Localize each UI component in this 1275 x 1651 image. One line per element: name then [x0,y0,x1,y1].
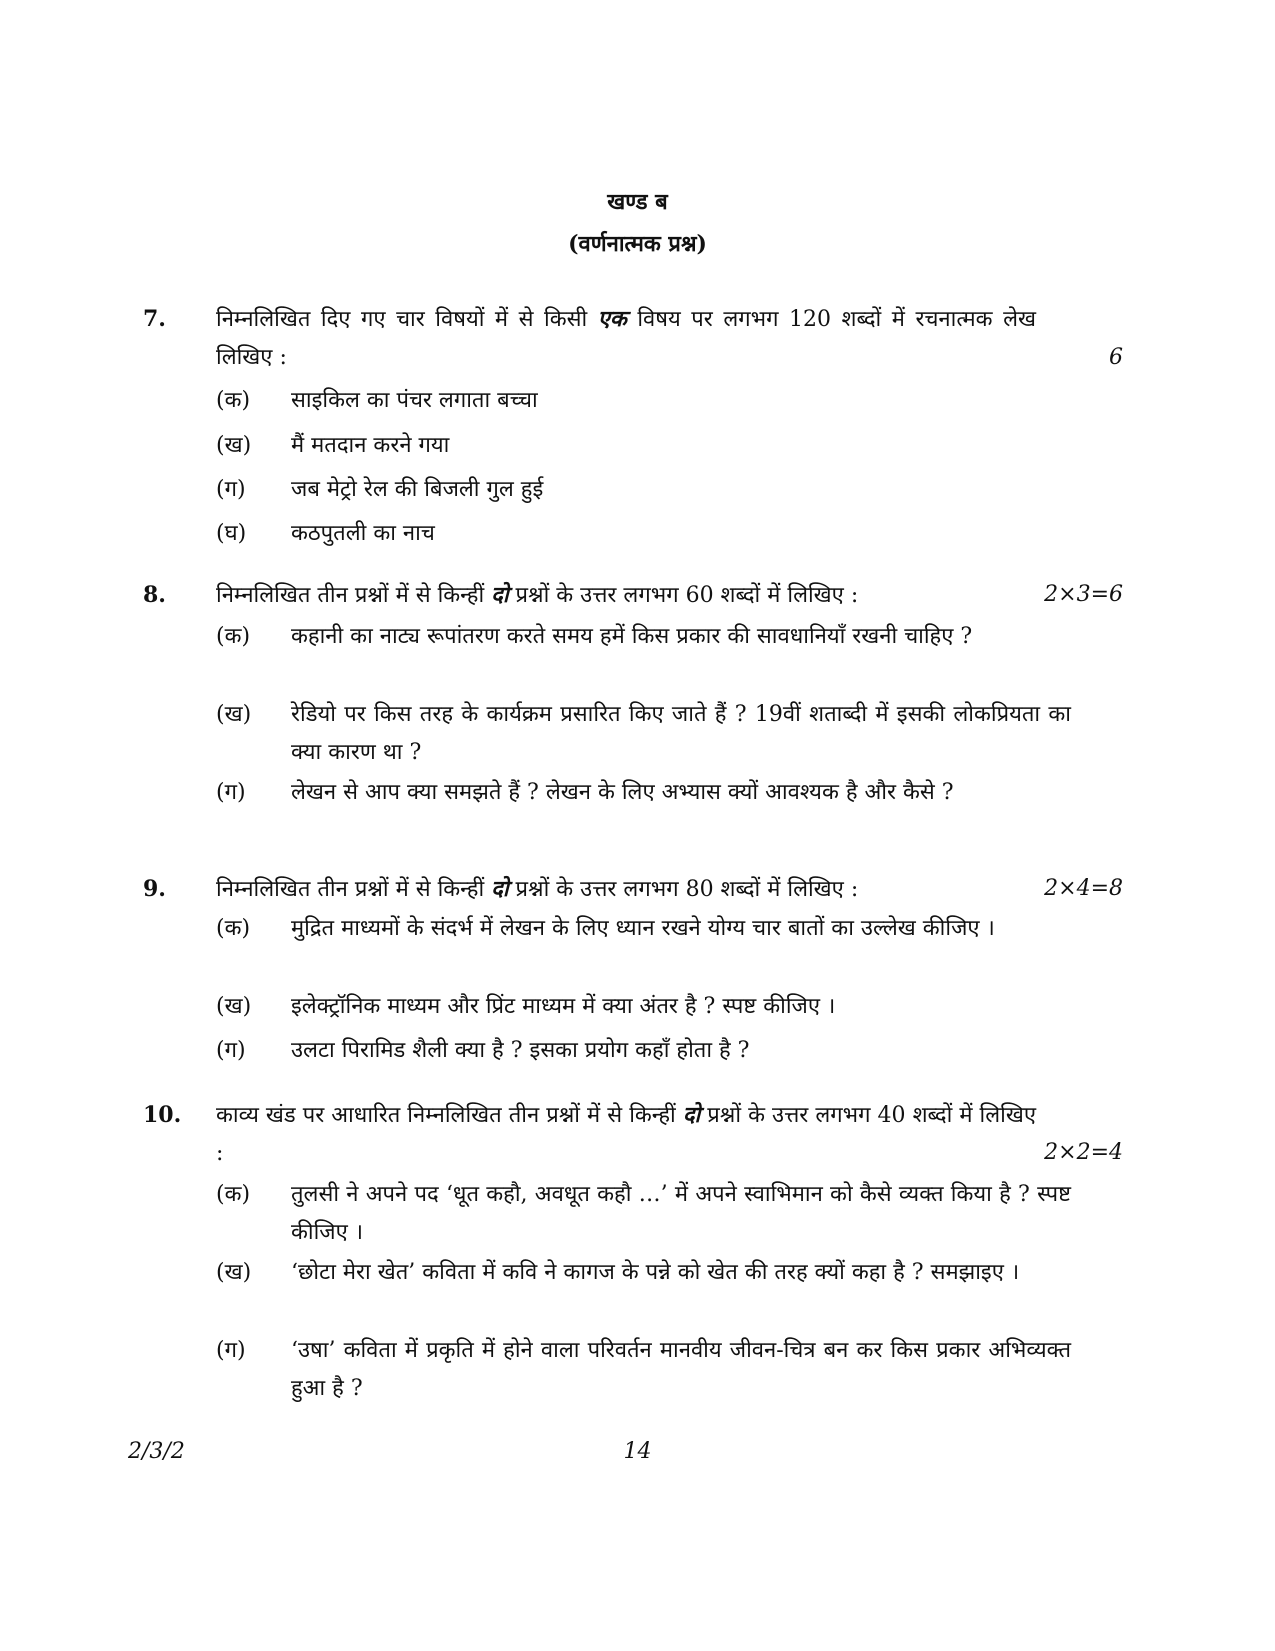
option-label: (ख) [216,433,252,458]
option-text: तुलसी ने अपने पद ‘धूत कहौ, अवधूत कहौ …’ में अपने स्वाभिमान को कैसे व्यक्त किया है ? स्पष्ट कीजिए । [291,1182,1071,1245]
option-text: कहानी का नाट्य रूपांतरण करते समय हमें किस प्रकार की सावधानियाँ रखनी चाहिए ? [291,624,973,649]
section-subtitle: (वर्णनात्मक प्रश्न) [568,231,707,257]
option-label: (घ) [216,521,247,546]
option-text: इलेक्ट्रॉनिक माध्यम और प्रिंट माध्यम में क्या अंतर है ? स्पष्ट कीजिए । [291,994,836,1019]
question-marks: 2×2=4 [1044,1140,1123,1165]
option-label: (ख) [216,1260,252,1285]
paper-code: 2/3/2 [128,1439,185,1464]
option-text: रेडियो पर किस तरह के कार्यक्रम प्रसारित किए जाते हैं ? 19वीं शताब्दी में इसकी लोकप्रियता का क्या कारण था ? [291,702,1071,765]
question-text: काव्य खंड पर आधारित निम्नलिखित तीन प्रश्नों में से किन्हीं दो प्रश्नों के उत्तर लगभग 40 शब्दों में लिखिए : [216,1102,1037,1166]
option-text: उलटा पिरामिड शैली क्या है ? इसका प्रयोग कहाँ होता है ? [291,1038,750,1063]
option-text: साइकिल का पंचर लगाता बच्चा [291,388,538,413]
question-number: 7. [143,306,166,332]
option-label: (ग) [216,780,246,805]
option-label: (क) [216,624,251,649]
page-number: 14 [623,1439,652,1464]
option-text: ‘उषा’ कविता में प्रकृति में होने वाला परिवर्तन मानवीय जीवन-चित्र बन कर किस प्रकार अभिव्यक्त हुआ है ? [291,1338,1071,1401]
option-label: (क) [216,388,251,413]
option-label: (ख) [216,994,252,1019]
question-emphasis: दो [682,1102,701,1128]
question-number: 9. [143,876,166,902]
option-label: (ख) [216,702,252,727]
section-title: खण्ड ब [607,189,668,215]
option-text: मुद्रित माध्यमों के संदर्भ में लेखन के लिए ध्यान रखने योग्य चार बातों का उल्लेख कीजिए । [291,916,995,941]
question-marks: 2×4=8 [1044,876,1123,901]
question-text: निम्नलिखित तीन प्रश्नों में से किन्हीं दो प्रश्नों के उत्तर लगभग 80 शब्दों में लिखिए : [216,876,859,902]
question-emphasis: दो [491,582,509,608]
question-text: निम्नलिखित दिए गए चार विषयों में से किसी एक विषय पर लगभग 120 शब्दों में रचनात्मक लेख लिखिए : [216,306,1036,370]
option-text: लेखन से आप क्या समझते हैं ? लेखन के लिए अभ्यास क्यों आवश्यक है और कैसे ? [291,780,954,805]
question-emphasis: दो [491,876,509,902]
option-text: मैं मतदान करने गया [291,433,450,458]
question-text: निम्नलिखित तीन प्रश्नों में से किन्हीं दो प्रश्नों के उत्तर लगभग 60 शब्दों में लिखिए : [216,582,859,608]
option-label: (क) [216,916,251,941]
question-number: 8. [143,582,166,608]
option-label: (क) [216,1182,251,1207]
option-text: कठपुतली का नाच [291,521,435,546]
option-label: (ग) [216,1338,246,1363]
option-text: ‘छोटा मेरा खेत’ कविता में कवि ने कागज के पन्ने को खेत की तरह क्यों कहा है ? समझाइए । [291,1260,1020,1285]
option-label: (ग) [216,477,246,502]
option-text: जब मेट्रो रेल की बिजली गुल हुई [291,477,544,502]
question-number: 10. [143,1102,182,1128]
question-marks: 6 [1109,345,1123,370]
question-marks: 2×3=6 [1044,582,1123,607]
option-label: (ग) [216,1038,246,1063]
question-emphasis: एक [597,306,627,332]
